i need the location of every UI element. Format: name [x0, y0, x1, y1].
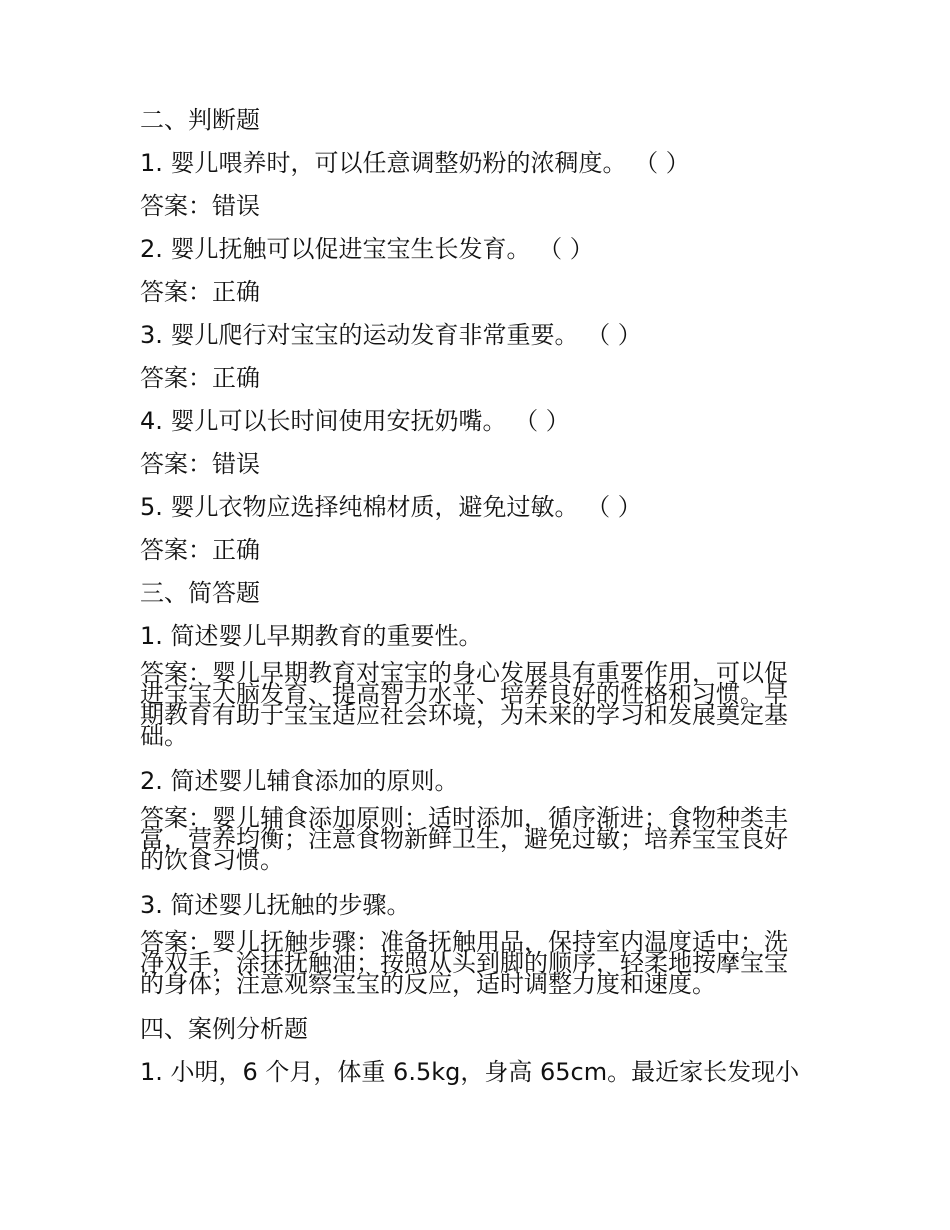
question-5: 5. 婴儿衣物应选择纯棉材质，避免过敏。 （ ） — [140, 493, 642, 521]
short-question-2: 2. 简述婴儿辅食添加的原则。 — [140, 767, 459, 795]
answer-2: 答案：正确 — [140, 278, 260, 306]
answer-3: 答案：正确 — [140, 364, 260, 392]
short-answer-1-line: 础。 — [140, 722, 188, 750]
question-2: 2. 婴儿抚触可以促进宝宝生长发育。 （ ） — [140, 235, 594, 263]
short-answer-2-line: 的饮食习惯。 — [140, 846, 284, 874]
short-answer-1-line: 答案：婴儿早期教育对宝宝的身心发展具有重要作用，可以促 — [140, 659, 788, 687]
document-body — [140, 104, 812, 1099]
answer-4: 答案：错误 — [140, 450, 260, 478]
case-question-1: 1. 小明，6 个月，体重 6.5kg，身高 65cm。最近家长发现小 — [140, 1058, 800, 1086]
short-answer-3-line: 答案：婴儿抚触步骤：准备抚触用品，保持室内温度适中；洗 — [140, 928, 788, 956]
question-4: 4. 婴儿可以长时间使用安抚奶嘴。 （ ） — [140, 407, 570, 435]
short-question-1: 1. 简述婴儿早期教育的重要性。 — [140, 622, 483, 650]
section-heading-judgement: 二、判断题 — [140, 106, 260, 134]
short-answer-3 — [140, 928, 812, 998]
short-answer-1-line: 进宝宝大脑发育、提高智力水平、培养良好的性格和习惯。早 — [140, 680, 788, 708]
section-heading-short-answer: 三、简答题 — [140, 579, 260, 607]
short-question-3: 3. 简述婴儿抚触的步骤。 — [140, 891, 411, 919]
short-answer-2-line: 答案：婴儿辅食添加原则：适时添加，循序渐进；食物种类丰 — [140, 804, 788, 832]
short-answer-3-line: 净双手，涂抹抚触油；按照从头到脚的顺序，轻柔地按摩宝宝 — [140, 949, 788, 977]
short-answer-1 — [140, 659, 812, 750]
short-answer-2 — [140, 804, 812, 874]
short-answer-1-line: 期教育有助于宝宝适应社会环境，为未来的学习和发展奠定基 — [140, 701, 788, 729]
question-1: 1. 婴儿喂养时，可以任意调整奶粉的浓稠度。 （ ） — [140, 149, 690, 177]
short-answer-2-line: 富，营养均衡；注意食物新鲜卫生，避免过敏；培养宝宝良好 — [140, 825, 788, 853]
question-3: 3. 婴儿爬行对宝宝的运动发育非常重要。 （ ） — [140, 321, 642, 349]
section-heading-case-analysis: 四、案例分析题 — [140, 1015, 308, 1043]
answer-1: 答案：错误 — [140, 192, 260, 220]
answer-5: 答案：正确 — [140, 536, 260, 564]
short-answer-3-line: 的身体；注意观察宝宝的反应，适时调整力度和速度。 — [140, 970, 716, 998]
